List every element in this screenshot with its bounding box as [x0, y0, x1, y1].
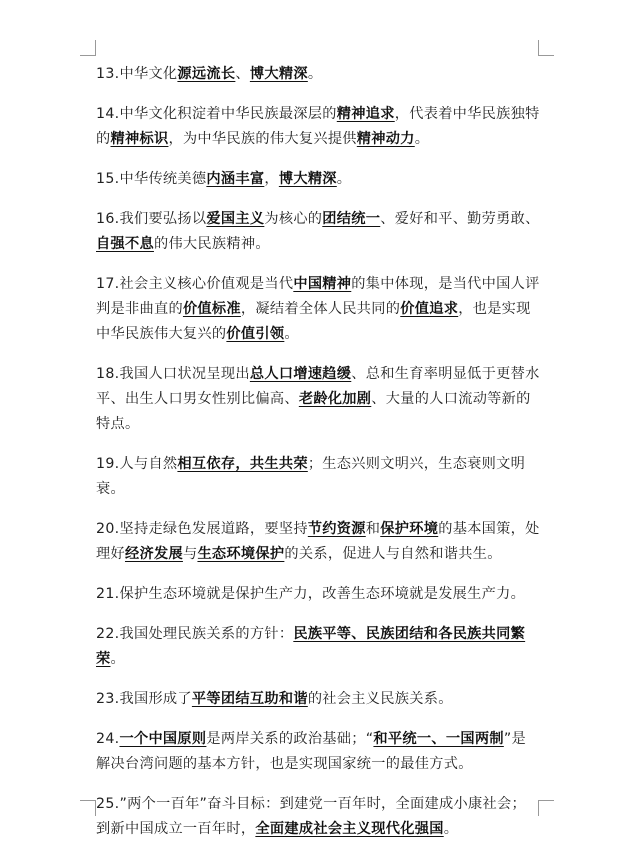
text-segment: 。 [443, 821, 459, 837]
key-phrase: 团结统一 [322, 211, 381, 227]
list-item [96, 207, 540, 257]
key-phrase: 全面建成社会主义现代化强国 [255, 821, 444, 837]
text-segment: 。 [284, 326, 299, 342]
text-segment: 22.我国处理民族关系的方针： [96, 626, 294, 642]
text-segment: ， [264, 171, 279, 187]
key-phrase: 精神动力 [356, 131, 415, 147]
list-item [96, 582, 540, 607]
list-item [96, 792, 540, 842]
text-segment: 17.社会主义核心价值观是当代 [96, 276, 294, 292]
text-segment: 和 [365, 521, 381, 537]
text-segment: ，代表着中华民族独特的 [96, 106, 540, 147]
text-segment: 的集中体现，是当代中国人评判是非曲直的 [96, 276, 540, 317]
key-phrase: 爱国主义 [206, 211, 265, 227]
text-segment: 18.我国人口状况呈现出 [96, 366, 250, 382]
text-segment: 。 [414, 131, 430, 147]
key-phrase: 平等团结互助和谐 [191, 691, 308, 707]
text-segment: 与 [182, 546, 198, 562]
text-segment: 的基本国策，处理好 [96, 521, 540, 562]
text-segment: 25.”两个一百年”奋斗目标：到建党一百年时，全面建成小康社会；到新中国成立一百年时， [96, 796, 526, 837]
text-segment: 13.中华文化 [96, 66, 178, 82]
key-phrase: 中国精神 [293, 276, 352, 292]
text-segment: 23.我国形成了 [96, 691, 192, 707]
key-phrase: 内涵丰富 [206, 171, 265, 187]
corner-mark-bottom-left [80, 800, 96, 816]
text-segment: 、总和生育率明显低于更替水平、出生人口男女性别比偏高、 [96, 366, 540, 407]
text-segment: 、爱好和平、勤劳勇敢、 [380, 211, 540, 227]
list-item [96, 727, 540, 777]
text-segment: ，也是实现中华民族伟大复兴的 [96, 301, 531, 342]
list-item [96, 102, 540, 152]
key-phrase: 总人口增速趋缓 [249, 366, 352, 382]
text-segment: ，凝结着全体人民共同的 [240, 301, 401, 317]
text-segment: ，为中华民族的伟大复兴提供 [168, 131, 357, 147]
text-segment: 16.我们要弘扬以 [96, 211, 207, 227]
text-segment: 的社会主义民族关系。 [307, 691, 453, 707]
document-body [96, 62, 540, 857]
text-segment: 24. [96, 731, 120, 747]
text-segment: 19.人与自然 [96, 456, 178, 472]
key-phrase: 相互依存，共生共荣 [177, 456, 308, 472]
key-phrase: 自强不息 [96, 236, 154, 252]
text-segment: 、大量的人口流动等新的特点。 [96, 391, 531, 432]
text-segment: 20.坚持走绿色发展道路，要坚持 [96, 521, 308, 537]
key-phrase: 价值追求 [400, 301, 459, 317]
text-segment: 。 [336, 171, 352, 187]
text-segment: 15.中华传统美德 [96, 171, 207, 187]
corner-mark-top-left [80, 40, 96, 56]
key-phrase: 经济发展 [124, 546, 183, 562]
list-item [96, 167, 540, 192]
key-phrase: 博大精深 [278, 171, 337, 187]
text-segment: ；生态兴则文明兴，生态衰则文明衰。 [96, 456, 526, 497]
text-segment: 21.保护生态环境就是保护生产力，改善生态环境就是发展生产力。 [96, 586, 526, 602]
list-item [96, 362, 540, 437]
key-phrase: 一个中国原则 [119, 731, 207, 747]
key-phrase: 价值标准 [182, 301, 241, 317]
list-item [96, 62, 540, 87]
key-phrase: 和平统一、一国两制 [373, 731, 504, 747]
text-segment: 。 [307, 66, 323, 82]
key-phrase: 精神标识 [110, 131, 169, 147]
key-phrase: 生态环境保护 [197, 546, 285, 562]
key-phrase: 老龄化加剧 [298, 391, 372, 407]
key-phrase: 博大精深 [249, 66, 308, 82]
list-item [96, 687, 540, 712]
corner-mark-top-right [538, 40, 554, 56]
key-phrase: 节约资源 [307, 521, 366, 537]
list-item [96, 452, 540, 502]
text-segment: ”是解决台湾问题的基本方针，也是实现国家统一的最佳方式。 [96, 731, 526, 772]
text-segment: 是两岸关系的政治基础；“ [206, 731, 374, 747]
key-phrase: 保护环境 [380, 521, 439, 537]
key-phrase: 精神追求 [336, 106, 395, 122]
text-segment: 为核心的 [264, 211, 323, 227]
key-phrase: 源远流长 [177, 66, 236, 82]
key-phrase: 价值引领 [226, 326, 285, 342]
list-item [96, 622, 540, 672]
text-segment: 、 [235, 66, 250, 82]
key-phrase: 民族平等、民族团结和各民族共同繁荣 [96, 626, 526, 667]
text-segment: 的伟大民族精神。 [153, 236, 270, 252]
text-segment: 14.中华文化积淀着中华民族最深层的 [96, 106, 337, 122]
corner-mark-bottom-right [538, 800, 554, 816]
list-item [96, 272, 540, 347]
list-item [96, 517, 540, 567]
text-segment: 。 [110, 651, 125, 667]
text-segment: 的关系，促进人与自然和谐共生。 [284, 546, 502, 562]
